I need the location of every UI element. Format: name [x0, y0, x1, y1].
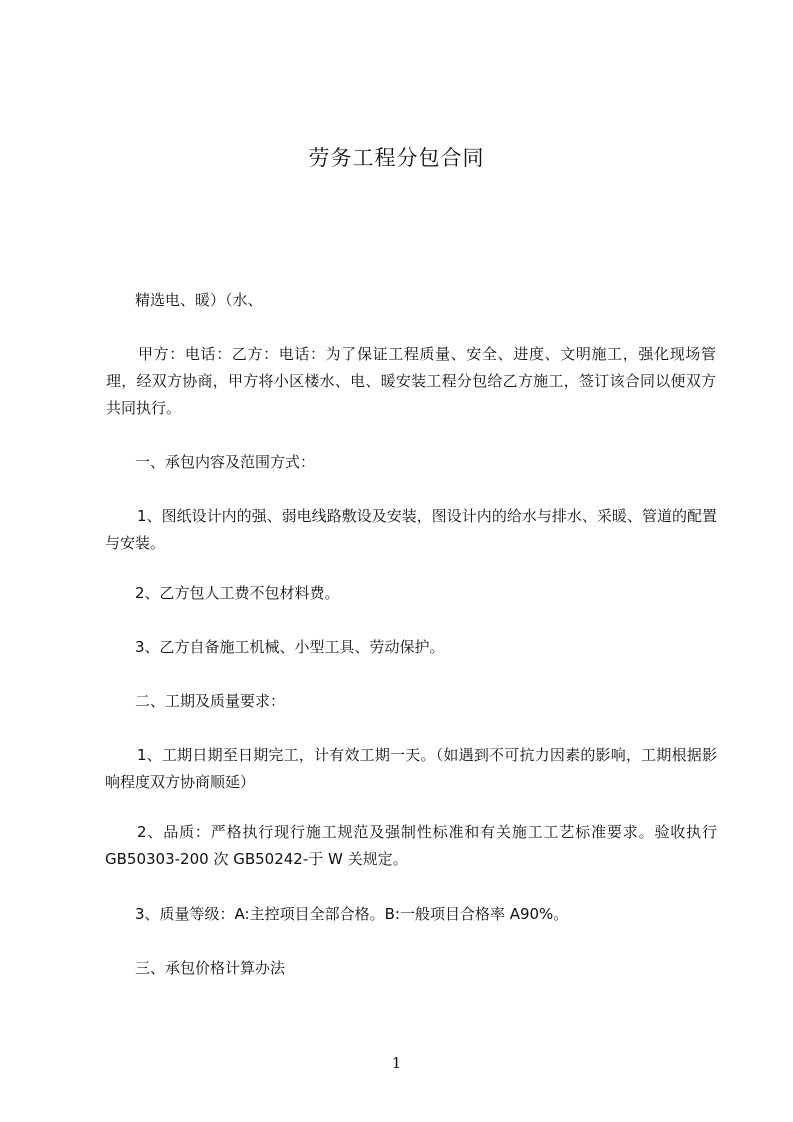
- paragraph-parties: 甲方：电话：乙方：电话：为了保证工程质量、安全、进度、文明施工，强化现场管理，经双方协商，甲方将小区楼水、电、暖安装工程分包给乙方施工，签订该合同以便双方共同执行。: [106, 345, 716, 417]
- paragraph-schedule-1: 1、工期日期至日期完工，计有效工期一天。（如遇到不可抗力因素的影响，工期根据影响程度双方协商顺延）: [105, 746, 717, 791]
- paragraph-scope-1: 1、图纸设计内的强、弱电线路敷设及安装，图设计内的给水与排水、采暖、管道的配置与安装。: [105, 507, 717, 552]
- section-heading-scope: 一、承包内容及范围方式：: [135, 453, 316, 471]
- paragraph-scope-3: 3、乙方自备施工机械、小型工具、劳动保护。: [135, 638, 445, 656]
- section-heading-schedule-quality: 二、工期及质量要求：: [135, 692, 286, 710]
- paragraph-scope-2: 2、乙方包人工费不包材料费。: [135, 584, 340, 602]
- page-number: 1: [391, 1054, 402, 1072]
- paragraph-quality-3: 3、质量等级：A:主控项目全部合格。B:一般项目合格率 A90%。: [135, 905, 569, 923]
- section-heading-pricing: 三、承包价格计算办法: [135, 959, 286, 977]
- paragraph-quality-2: 2、品质：严格执行现行施工规范及强制性标准和有关施工工艺标准要求。验收执行 GB50303-200 次 GB50242-于 W 关规定。: [105, 823, 722, 868]
- document-title: 劳务工程分包合同: [308, 146, 485, 170]
- paragraph-subtitle: 精选电、暖）（水、: [135, 291, 263, 309]
